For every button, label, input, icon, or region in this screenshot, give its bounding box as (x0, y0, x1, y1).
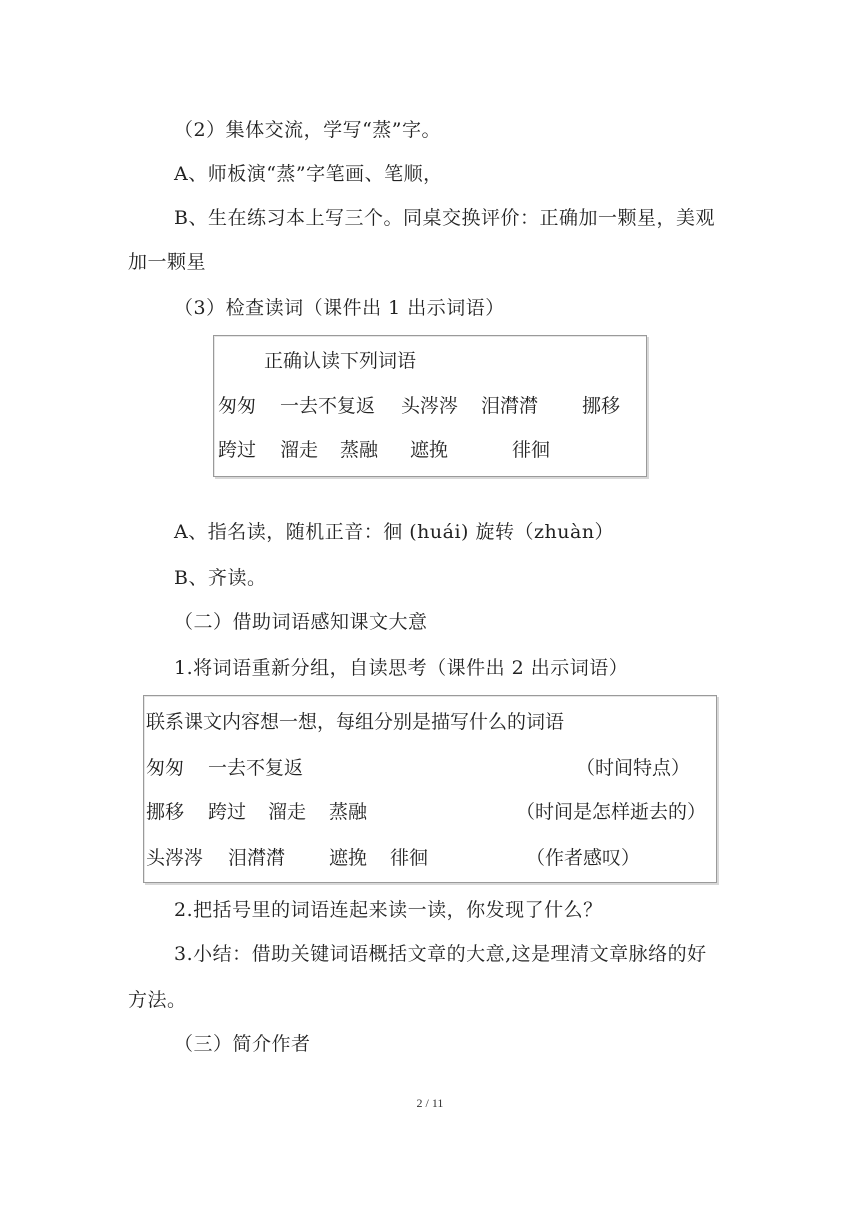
word-item: 徘徊 (512, 439, 551, 461)
paragraph-step-3: （3）检查读词（课件出 1 出示词语） (174, 297, 505, 319)
word-box-1 (213, 335, 647, 477)
group-note: （作者感叹） (526, 847, 641, 869)
word-item: 头涔涔 (146, 847, 204, 869)
word-item: 一去不复返 (280, 395, 376, 417)
word-item: 一去不复返 (208, 757, 304, 779)
word-box-1-title: 正确认读下列词语 (264, 350, 417, 372)
paragraph-3-summary-cont: 方法。 (128, 989, 187, 1011)
word-item: 跨过 (218, 439, 257, 461)
paragraph-step-2: （2）集体交流，学写“蒸”字。 (174, 119, 442, 141)
paragraph-1-regroup: 1.将词语重新分组，自读思考（课件出 2 出示词语） (174, 657, 629, 679)
word-item: 徘徊 (390, 847, 429, 869)
paragraph-b-practice-cont: 加一颗星 (128, 251, 207, 273)
word-item: 挪移 (582, 395, 621, 417)
word-item: 遮挽 (329, 847, 368, 869)
section-heading-3: （三）简介作者 (174, 1033, 311, 1055)
page-number: 2 / 11 (416, 1096, 444, 1110)
word-item: 溜走 (280, 439, 319, 461)
section-heading-2: （二）借助词语感知课文大意 (174, 611, 428, 633)
word-item: 溜走 (268, 801, 307, 823)
group-note: （时间特点） (576, 757, 691, 779)
paragraph-a-reading: A、指名读，随机正音：徊 (huái) 旋转（zhuàn） (174, 521, 615, 543)
group-note: （时间是怎样逝去的） (516, 801, 707, 823)
word-box-2-title: 联系课文内容想一想，每组分别是描写什么的词语 (146, 711, 565, 733)
paragraph-b-group-read: B、齐读。 (174, 567, 267, 589)
word-item: 蒸融 (329, 801, 368, 823)
word-item: 匆匆 (218, 395, 257, 417)
paragraph-b-practice: B、生在练习本上写三个。同桌交换评价：正确加一颗星，美观 (174, 207, 715, 229)
word-box-2 (143, 695, 717, 883)
word-item: 挪移 (146, 801, 185, 823)
word-item: 泪潸潸 (228, 847, 286, 869)
word-item: 蒸融 (340, 439, 379, 461)
word-item: 匆匆 (146, 757, 185, 779)
word-item: 泪潸潸 (481, 395, 539, 417)
word-item: 跨过 (208, 801, 247, 823)
paragraph-3-summary: 3.小结：借助关键词语概括文章的大意,这是理清文章脉络的好 (174, 943, 707, 965)
paragraph-a-board: A、师板演“蒸”字笔画、笔顺， (174, 163, 443, 185)
paragraph-2-connect: 2.把括号里的词语连起来读一读，你发现了什么？ (174, 899, 603, 921)
word-item: 遮挽 (410, 439, 449, 461)
word-item: 头涔涔 (401, 395, 459, 417)
